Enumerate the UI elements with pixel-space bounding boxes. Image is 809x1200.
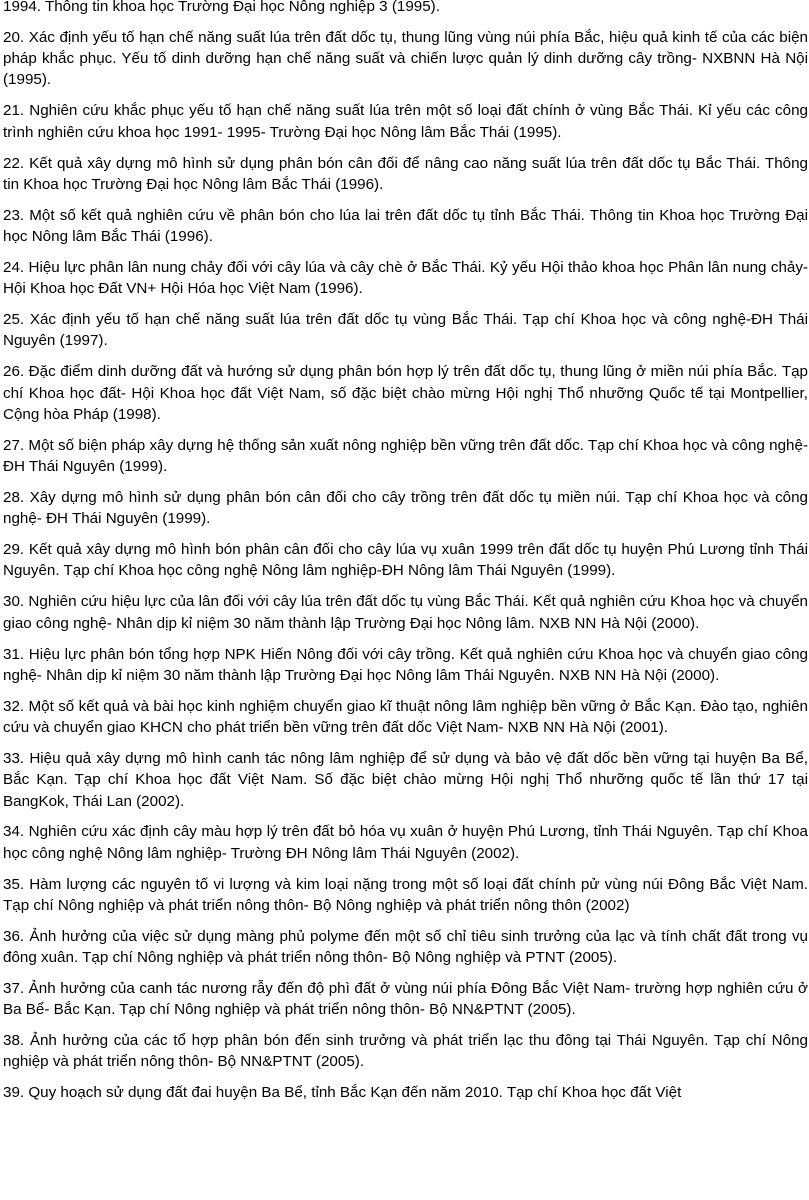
reference-entry-19-continued: 1994. Thông tin khoa học Trường Đại học Nông nghiệp 3 (1995). [3,0,440,15]
reference-entry-22: 22. Kết quả xây dựng mô hình sử dụng phân bón cân đối để nâng cao năng suất lúa trên đất dốc tụ Bắc Thái. Thông tin Khoa học Trường Đại học Nông lâm Bắc Thái (1996). [3,154,808,193]
reference-entry-27: 27. Một số biện pháp xây dựng hệ thống sản xuất nông nghiệp bền vững trên đất dốc. Tạp chí Khoa học và công nghệ- ĐH Thái Nguyên (1999). [3,436,808,476]
reference-list [3,0,808,1113]
reference-entry-29: 29. Kết quả xây dựng mô hình bón phân cân đối cho cây lúa vụ xuân 1999 trên đất dốc tụ huyện Phú Lương tỉnh Thái Nguyên. Tạp chí Khoa học công nghệ Nông lâm nghiệp-ĐH Nông lâm Thái Nguyên (1999). [3,541,808,580]
reference-entry-35: 35. Hàm lượng các nguyên tố vi lượng và kim loại nặng trong một số loại đất chính pử vùng núi Đông Bắc Việt Nam. Tạp chí Nông nghiệp và phát triển nông thôn- Bộ Nông nghiệp và phát triển nông thôn (2002) [3,875,808,914]
reference-entry-30: 30. Nghiên cứu hiệu lực của lân đối với cây lúa trên đất dốc tụ vùng Bắc Thái. Kết quả nghiên cứu Khoa học và chuyển giao công nghệ- Nhân dịp kỉ niệm 30 năm thành lập Trường Đại học Nông lâm. NXB NN Hà Nội (2000). [3,593,808,632]
reference-entry-36: 36. Ảnh hưởng của việc sử dụng màng phủ polyme đến một số chỉ tiêu sinh trưởng của lạc và tính chất đất trong vụ đông xuân. Tạp chí Nông nghiệp và phát triển nông thôn- Bộ Nông nghiệp và PTNT (2005). [3,927,808,967]
reference-entry-28: 28. Xây dựng mô hình sử dụng phân bón cân đối cho cây trồng trên đất dốc tụ miền núi. Tạp chí Khoa học và công nghệ- ĐH Thái Nguyên (1999). [3,488,808,528]
reference-entry-38: 38. Ảnh hưởng của các tổ hợp phân bón đến sinh trưởng và phát triển lạc thu đông tại Thái Nguyên. Tạp chí Nông nghiệp và phát triển nông thôn- Bộ NN&PTNT (2005). [3,1032,808,1071]
reference-entry-26: 26. Đặc điểm dinh dưỡng đất và hướng sử dụng phân bón hợp lý trên đất dốc tụ, thung lũng ở miền núi phía Bắc. Tạp chí Khoa học đất- Hội Khoa học đất Việt Nam, số đặc biệt chào mừng Hội nghị Thổ nhưỡng Quốc tế tại Montpellier, Cộng hòa Pháp (1998). [3,363,808,423]
reference-entry-37: 37. Ảnh hưởng của canh tác nương rẫy đến độ phì đất ở vùng núi phía Đông Bắc Việt Nam- trường hợp nghiên cứu ở Ba Bể- Bắc Kạn. Tạp chí Nông nghiệp và phát triển nông thôn- Bộ NN&PTNT (2005). [3,979,808,1019]
reference-entry-33: 33. Hiệu quả xây dựng mô hình canh tác nông lâm nghiệp để sử dụng và bảo vệ đất dốc bền vững tại huyện Ba Bể, Bắc Kạn. Tạp chí Khoa học đất Việt Nam. Số đặc biệt chào mừng Hội nghị Thổ nhưỡng quốc tế lần thứ 17 tại BangKok, Thái Lan (2002). [3,749,808,810]
reference-entry-24: 24. Hiệu lực phân lân nung chảy đối với cây lúa và cây chè ở Bắc Thái. Kỷ yếu Hội thảo khoa học Phân lân nung chảy- Hội Khoa học Đất VN+ Hội Hóa học Việt Nam (1996). [3,258,808,298]
reference-entry-21: 21. Nghiên cứu khắc phục yếu tố hạn chế năng suất lúa trên một số loại đất chính ở vùng Bắc Thái. Kỉ yếu các công trình nghiên cứu khoa học 1991- 1995- Trường Đại học Nông lâm Bắc Thái (1995). [3,102,808,141]
reference-entry-20: 20. Xác định yếu tố hạn chế năng suất lúa trên đất dốc tụ, thung lũng vùng núi phía Bắc, hiệu quả kinh tế của các biện pháp khắc phục. Yếu tố dinh dưỡng hạn chế năng suất và chiến lược quản lý dinh dưỡng cây trồng- NXBNN Hà Nội (1995). [3,28,808,89]
reference-entry-34: 34. Nghiên cứu xác định cây màu hợp lý trên đất bỏ hóa vụ xuân ở huyện Phú Lương, tỉnh Thái Nguyên. Tạp chí Khoa học công nghệ Nông lâm nghiệp- Trường ĐH Nông lâm Thái Nguyên (2002). [3,823,808,862]
reference-entry-39: 39. Quy hoạch sử dụng đất đai huyện Ba Bể, tỉnh Bắc Kạn đến năm 2010. Tạp chí Khoa học đất Việt [3,1084,682,1102]
reference-entry-32: 32. Một số kết quả và bài học kinh nghiệm chuyển giao kĩ thuật nông lâm nghiệp bền vững ở Bắc Kạn. Đào tạo, nghiên cứu và chuyển giao KHCN cho phát triển bền vững trên đất dốc Việt Nam- NXB NN Hà Nội (2001). [3,697,808,737]
reference-entry-23: 23. Một số kết quả nghiên cứu về phân bón cho lúa lai trên đất dốc tụ tỉnh Bắc Thái. Thông tin Khoa học Trường Đại học Nông lâm Bắc Thái (1996). [3,206,808,246]
reference-entry-25: 25. Xác định yếu tố hạn chế năng suất lúa trên đất dốc tụ vùng Bắc Thái. Tạp chí Khoa học và công nghệ-ĐH Thái Nguyên (1997). [3,311,808,350]
reference-entry-31: 31. Hiệu lực phân bón tổng hợp NPK Hiến Nông đối với cây trồng. Kết quả nghiên cứu Khoa học và chuyển giao công nghệ- Nhân dịp kỉ niệm 30 năm thành lập Trường Đại học Nông lâm Thái Nguyên. NXB NN Hà Nội (2000). [3,645,808,684]
